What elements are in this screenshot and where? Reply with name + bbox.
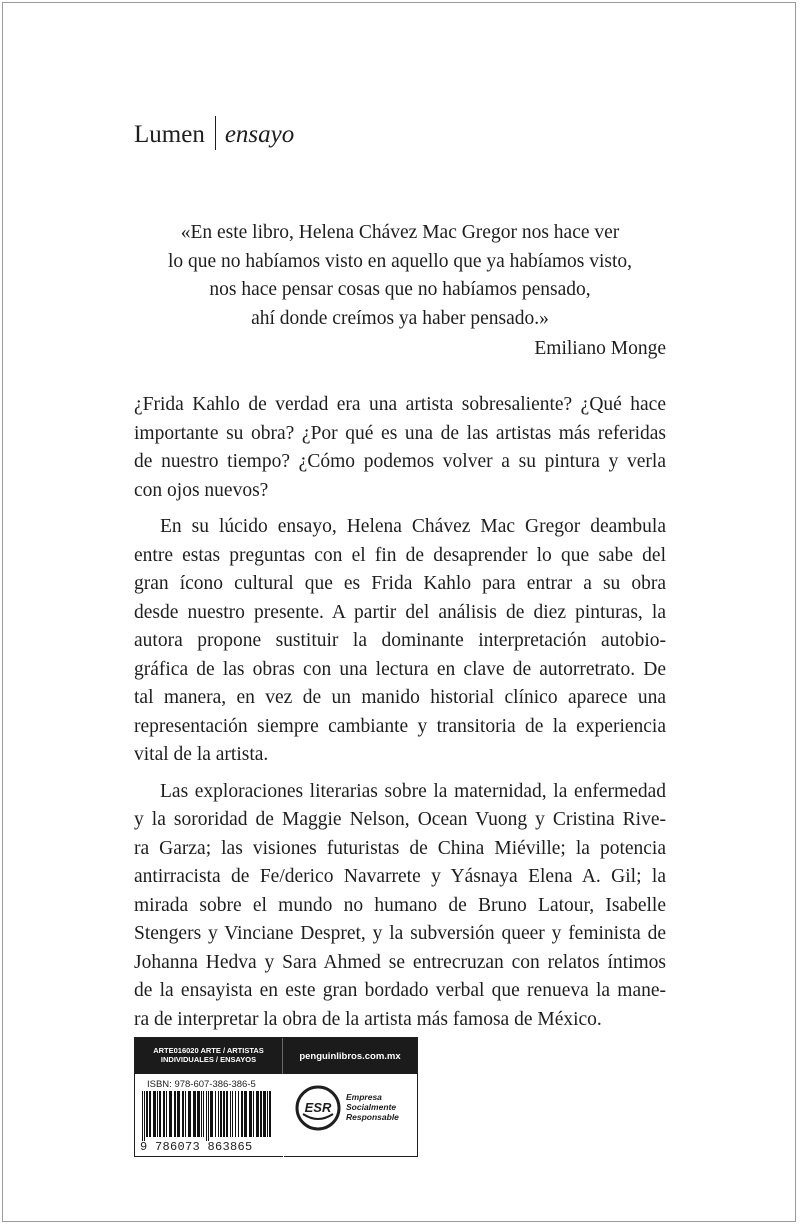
barcode-icon	[140, 1091, 276, 1141]
text-line: autora propone sustituir la dominante interpretación autobio-	[134, 630, 666, 651]
text-line: vital de la artista.	[134, 744, 269, 765]
barcode-digits: 9 786073 863865	[140, 1140, 253, 1154]
barcode-bar	[253, 1091, 254, 1137]
esr-logo-icon	[294, 1084, 342, 1132]
barcode-bar	[208, 1091, 209, 1141]
text-line: de nuestro tiempo? ¿Cómo podemos volver a su pintura y verla	[134, 451, 666, 472]
barcode-bar	[210, 1091, 213, 1137]
barcode-bar	[169, 1091, 172, 1137]
text-line: importante su obra? ¿Por qué es una de las artistas más referidas	[134, 422, 666, 444]
text-line: desde nuestro presente. A partir del análisis de diez pinturas, la	[134, 601, 666, 623]
text-line: gran ícono cultural que es Frida Kahlo para entrar a su obra	[134, 573, 666, 594]
info-header-bar	[135, 1038, 417, 1074]
text-line: ¿Frida Kahlo de verdad era una artista sobresaliente? ¿Qué hace	[134, 394, 666, 415]
synopsis	[134, 391, 666, 1042]
synopsis-paragraph	[134, 513, 666, 770]
esr-line: Empresa	[346, 1092, 382, 1102]
barcode-bar	[256, 1091, 259, 1137]
barcode-bar	[235, 1091, 236, 1137]
esr-text	[346, 1092, 399, 1122]
text-line: ra de interpretar la obra de la artista más famosa de México.	[134, 1008, 602, 1030]
text-line: Las exploraciones literarias sobre la maternidad, la enfermedad	[160, 780, 666, 802]
barcode-bar	[157, 1091, 158, 1137]
barcode-bar	[230, 1091, 231, 1137]
quote-line: nos hace pensar cosas que no habíamos pensado,	[209, 279, 591, 300]
barcode-bar	[206, 1091, 207, 1141]
barcode-bar	[223, 1091, 225, 1137]
publisher-imprint	[134, 116, 294, 151]
publishing-info-box	[134, 1037, 418, 1157]
text-line: con ojos nuevos?	[134, 479, 269, 501]
esr-line: Responsable	[346, 1112, 399, 1122]
barcode-bar	[149, 1091, 151, 1137]
barcode-bar	[182, 1091, 184, 1137]
barcode-bar	[174, 1091, 176, 1137]
esr-logo-text: ESR	[304, 1100, 332, 1115]
text-line: Stengers y Vinciane Despret, y la subversión queer y feminista de	[134, 923, 666, 944]
quote-author: Emiliano Monge	[534, 338, 666, 359]
barcode-bar	[201, 1091, 202, 1137]
barcode-bar	[220, 1091, 222, 1137]
imprint-brand: Lumen	[134, 121, 205, 148]
barcode-bar	[163, 1091, 165, 1137]
barcode-bar	[185, 1091, 186, 1137]
category-line: INDIVIDUALES / ENSAYOS	[160, 1055, 257, 1064]
text-line: de la ensayista en este gran bordado verbal que renueva la mane-	[134, 980, 666, 1001]
text-line: entre estas preguntas con el fin de desaprender lo que sabe del	[134, 544, 666, 566]
subject-category	[135, 1038, 283, 1074]
barcode-bar	[153, 1091, 156, 1137]
barcode-bar	[267, 1091, 268, 1137]
isbn-label: ISBN: 978-607-386-386-5	[147, 1079, 256, 1090]
barcode-bar	[244, 1091, 247, 1137]
synopsis-paragraph	[134, 391, 666, 505]
text-line: mirada sobre el mundo no humano de Bruno Latour, Isabelle	[134, 894, 666, 916]
text-line: En su lúcido ensayo, Helena Chávez Mac Gregor deambula	[160, 516, 666, 537]
barcode-bar	[188, 1091, 191, 1137]
barcode-area	[135, 1074, 284, 1158]
barcode-bar	[260, 1091, 262, 1137]
barcode-bar	[144, 1091, 145, 1141]
text-line: ra Garza; las visiones futuristas de China Miéville; la potencia	[134, 837, 666, 859]
barcode-bar	[238, 1091, 239, 1137]
publisher-website: penguinlibros.com.mx	[299, 1050, 401, 1062]
barcode-bar	[249, 1091, 252, 1137]
text-line: Johanna Hedva y Sara Ahmed se entrecruzan con relatos íntimos	[134, 951, 666, 973]
text-line: y la sororidad de Maggie Nelson, Ocean Vuong y Cristina Rive-	[134, 809, 666, 830]
text-line: tal manera, en vez de un manido historial clínico aparece una	[134, 687, 666, 708]
barcode-bar	[166, 1091, 167, 1137]
quote-line: «En este libro, Helena Chávez Mac Gregor nos hace ver	[180, 222, 620, 243]
barcode-bar	[218, 1091, 219, 1137]
barcode-bar	[263, 1091, 266, 1137]
category-line: ARTE016020 ARTE / ARTISTAS	[153, 1046, 264, 1055]
barcode-bar	[269, 1091, 271, 1137]
synopsis-paragraph	[134, 778, 666, 1035]
barcode-bar	[232, 1091, 233, 1137]
text-line: representación siempre cambiante y transitoria de la experiencia	[134, 715, 666, 737]
barcode-bar	[197, 1091, 200, 1137]
imprint-series: ensayo	[224, 121, 295, 148]
esr-line: Socialmente	[346, 1102, 397, 1112]
barcode-bar	[193, 1091, 196, 1137]
barcode-bar	[203, 1091, 204, 1137]
blurb-quote	[134, 219, 666, 364]
info-bottom	[135, 1074, 417, 1158]
barcode-bar	[177, 1091, 180, 1137]
esr-badge	[284, 1074, 417, 1158]
barcode-bar	[142, 1091, 143, 1141]
barcode-bar	[241, 1091, 243, 1137]
text-line: antirracista de Fe/derico Navarrete y Yásnaya Elena A. Gil; la	[134, 866, 666, 887]
barcode-bar	[159, 1091, 161, 1137]
quote-line: lo que no habíamos visto en aquello que ya habíamos visto,	[167, 250, 633, 272]
barcode-bar	[226, 1091, 228, 1137]
imprint-divider	[215, 116, 216, 150]
barcode-bar	[215, 1091, 216, 1137]
quote-line: ahí donde creímos ya haber pensado.»	[251, 307, 549, 329]
text-line: gráfica de las obras con una lectura en clave de autorretrato. De	[134, 658, 666, 680]
barcode-bar	[146, 1091, 148, 1137]
